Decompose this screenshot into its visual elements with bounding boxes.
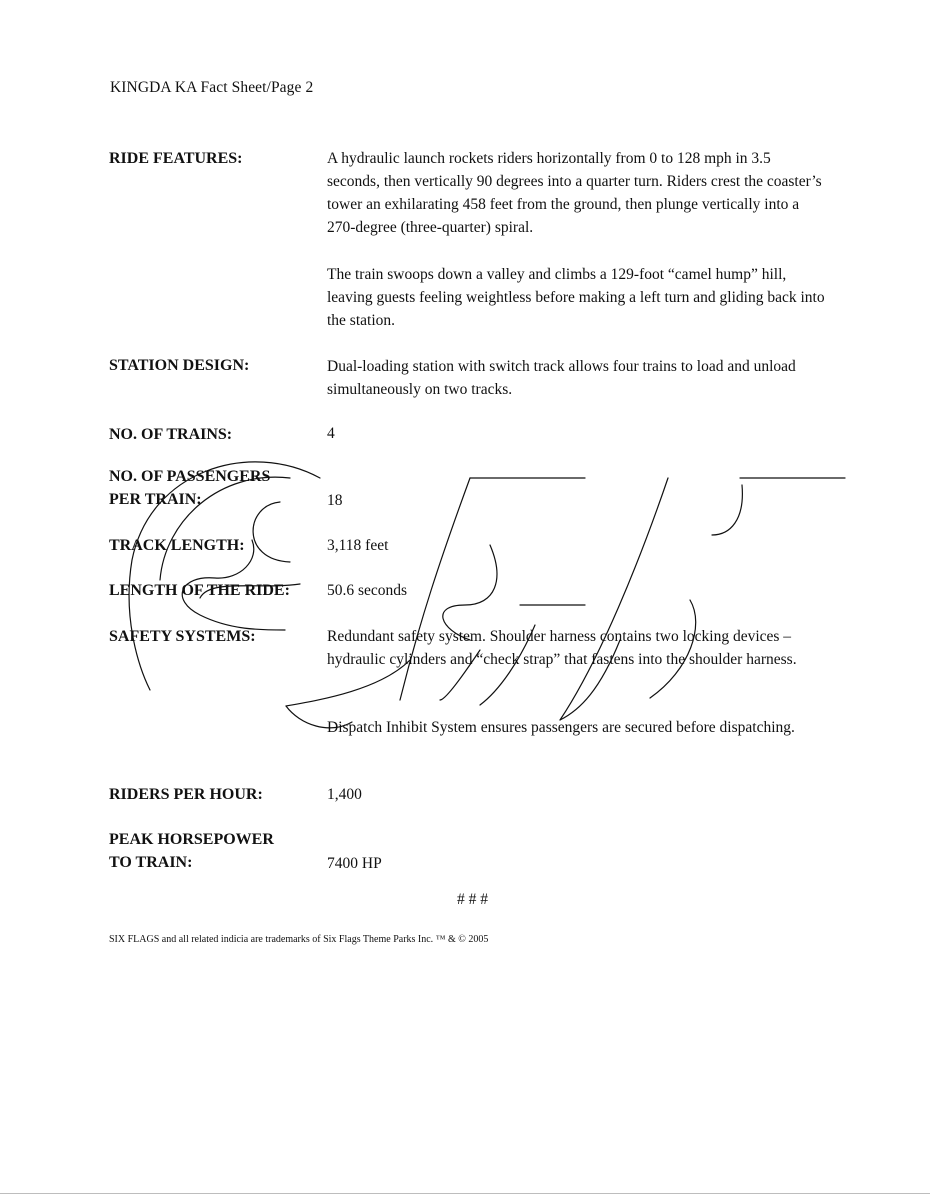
page-bottom-edge — [0, 1193, 930, 1194]
horsepower-label-line-1: PEAK HORSEPOWER — [109, 831, 274, 848]
track-length-label: TRACK LENGTH: — [109, 537, 245, 554]
safety-systems-paragraph-1: Redundant safety system. Shoulder harness contains two locking devices – hydraulic cylinders and “check strap” that fastens into the shoulder harness. — [327, 628, 797, 668]
end-of-document-mark: # # # — [457, 891, 488, 908]
horsepower-value: 7400 HP — [327, 855, 382, 872]
ride-length-value: 50.6 seconds — [327, 582, 408, 599]
ride-features-label: RIDE FEATURES: — [109, 150, 243, 167]
ride-length-label: LENGTH OF THE RIDE: — [109, 582, 290, 599]
passengers-label-line-2: PER TRAIN: — [109, 491, 202, 508]
ride-features-paragraph-2: The train swoops down a valley and climbs a 129-foot “camel hump” hill, leaving guests feeling weightless before making a left turn and gliding back into the station. — [327, 266, 825, 329]
safety-systems-paragraph-2: Dispatch Inhibit System ensures passengers are secured before dispatching. — [327, 719, 795, 736]
track-length-value: 3,118 feet — [327, 537, 389, 554]
riders-per-hour-label: RIDERS PER HOUR: — [109, 786, 263, 803]
trains-value: 4 — [327, 425, 335, 442]
passengers-value: 18 — [327, 492, 343, 509]
station-design-value: Dual-loading station with switch track allows four trains to load and unload simultaneously on two tracks. — [327, 358, 796, 398]
riders-per-hour-value: 1,400 — [327, 786, 362, 803]
ride-features-paragraph-1: A hydraulic launch rockets riders horizontally from 0 to 128 mph in 3.5 seconds, then vertically 90 degrees into a quarter turn. Riders crest the coaster’s tower an exhilarating 458 feet from the ground, then plunge vertically into a 270-degree (three-quarter) spiral. — [327, 150, 822, 236]
safety-systems-label: SAFETY SYSTEMS: — [109, 628, 256, 645]
trains-label: NO. OF TRAINS: — [109, 426, 233, 443]
passengers-label-line-1: NO. OF PASSENGERS — [109, 468, 271, 485]
horsepower-label-line-2: TO TRAIN: — [109, 854, 193, 871]
trademark-footer: SIX FLAGS and all related indicia are trademarks of Six Flags Theme Parks Inc. ™ & © 2005 — [109, 934, 489, 945]
page-header: KINGDA KA Fact Sheet/Page 2 — [110, 79, 314, 96]
station-design-label: STATION DESIGN: — [109, 357, 250, 374]
